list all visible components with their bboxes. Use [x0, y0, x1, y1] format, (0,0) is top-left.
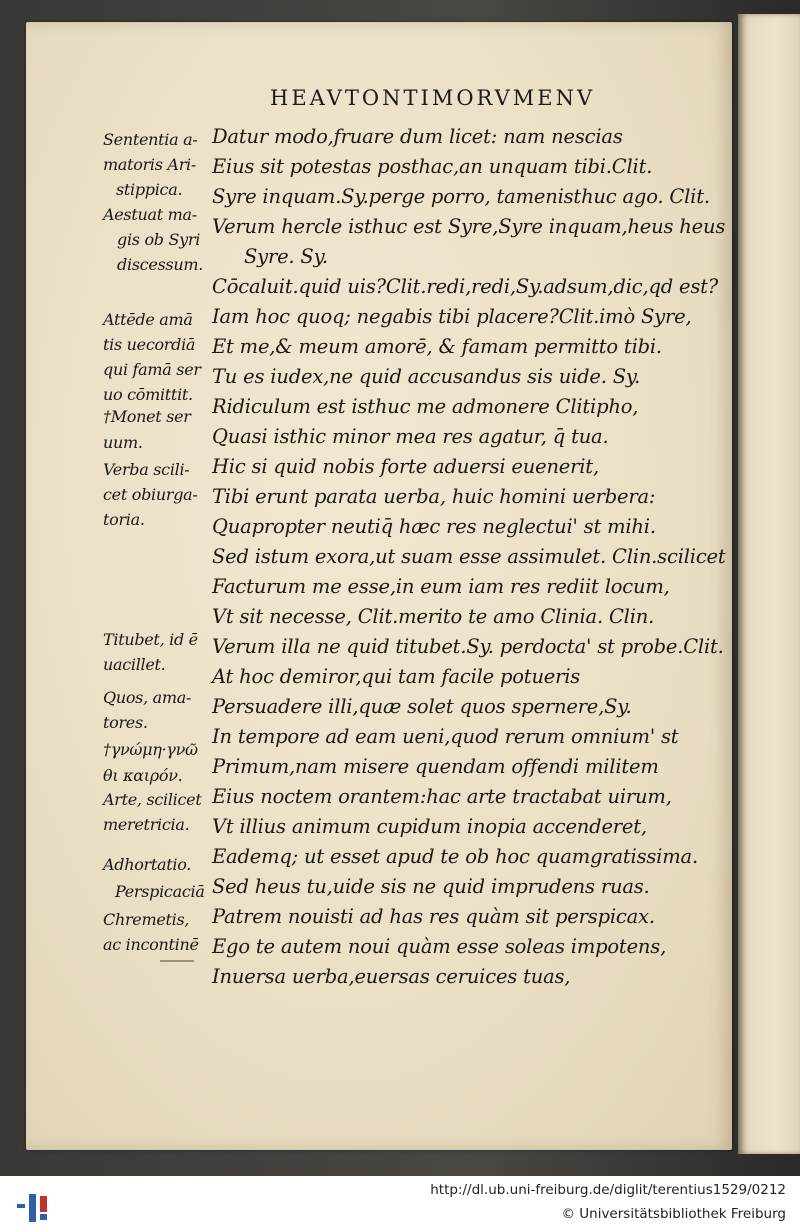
- margin-rule: [160, 960, 194, 962]
- verse-line: Persuadere illi,quæ solet quos spernere,Sy.: [212, 695, 632, 718]
- running-head: HEAVTONTIMORVMENV: [270, 86, 596, 110]
- margin-gloss: Attēde amā: [103, 310, 193, 329]
- margin-gloss: Quos, ama-: [103, 688, 192, 707]
- margin-gloss: tores.: [103, 713, 148, 732]
- verse-line: At hoc demiror,qui tam facile potueris: [212, 665, 581, 688]
- margin-gloss: Titubet, id ē: [103, 630, 198, 649]
- verse-line: Primum,nam misere quendam offendi militem: [212, 755, 659, 778]
- margin-gloss: uacillet.: [103, 655, 166, 674]
- verse-line: Verum illa ne quid titubet.Sy. perdocta' st probe.Clit.: [212, 635, 724, 658]
- verse-line: Cōcaluit.quid uis?Clit.redi,redi,Sy.adsum,dic,qd est?: [212, 275, 719, 298]
- margin-gloss: uo cōmittit.: [103, 385, 193, 404]
- margin-gloss: matoris Ari-: [103, 155, 196, 174]
- margin-gloss: tis uecordiā: [103, 335, 196, 354]
- library-logo-icon: [14, 1186, 54, 1226]
- margin-gloss: Sententia a-: [103, 130, 198, 149]
- margin-gloss: cet obiurga-: [103, 485, 198, 504]
- verse-line: In tempore ad eam ueni,quod rerum omnium' st: [212, 725, 679, 748]
- margin-gloss: θι καιρόν.: [103, 766, 183, 785]
- verse-line: Iam hoc quoq; negabis tibi placere?Clit.imò Syre,: [212, 305, 692, 328]
- verse-line: Inuersa uerba,euersas ceruices tuas,: [212, 965, 571, 988]
- margin-gloss: Adhortatio.: [103, 855, 192, 874]
- margin-gloss: †γνώμη·γνῶ: [103, 740, 198, 759]
- verse-line: Ridiculum est isthuc me admonere Clitipho,: [212, 395, 639, 418]
- verse-line: Datur modo,fruare dum licet: nam nescias: [212, 125, 623, 148]
- verse-line: Syre. Sy.: [244, 245, 328, 268]
- verse-line: Quapropter neutiq̄ hæc res neglectui' st mihi.: [212, 515, 656, 538]
- margin-gloss: Arte, scilicet: [103, 790, 202, 809]
- verse-line: Vt illius animum cupidum inopia accenderet,: [212, 815, 647, 838]
- verse-line: Eademq; ut esset apud te ob hoc quamgratissima.: [212, 845, 698, 868]
- margin-gloss: stippica.: [116, 180, 183, 199]
- verse-line: Quasi isthic minor mea res agatur, q̄ tua.: [212, 425, 609, 448]
- margin-gloss: †Monet ser: [103, 407, 191, 426]
- margin-gloss: Verba scili-: [103, 460, 190, 479]
- margin-gloss: toria.: [103, 510, 145, 529]
- margin-gloss: ac incontinē: [103, 935, 199, 954]
- margin-gloss: qui famā ser: [103, 360, 201, 379]
- verse-line: Sed istum exora,ut suam esse assimulet. Clin.scilicet: [212, 545, 726, 568]
- verse-line: Verum hercle isthuc est Syre,Syre inquam,heus heus: [212, 215, 726, 238]
- verse-line: Eius noctem orantem:hac arte tractabat uirum,: [212, 785, 672, 808]
- copyright-text: © Universitätsbibliothek Freiburg: [561, 1206, 786, 1222]
- verse-line: Tibi erunt parata uerba, huic homini uerbera:: [212, 485, 656, 508]
- verse-line: Vt sit necesse, Clit.merito te amo Clinia. Clin.: [212, 605, 655, 628]
- verse-line: Hic si quid nobis forte aduersi euenerit,: [212, 455, 599, 478]
- margin-gloss: Aestuat ma-: [103, 205, 197, 224]
- verse-line: Eius sit potestas posthac,an unquam tibi.Clit.: [212, 155, 653, 178]
- margin-gloss: meretricia.: [103, 815, 190, 834]
- margin-gloss: uum.: [103, 433, 143, 452]
- permalink-link[interactable]: http://dl.ub.uni-freiburg.de/diglit/terentius1529/0212: [430, 1182, 786, 1198]
- verse-line: Syre inquam.Sy.perge porro, tamenisthuc ago. Clit.: [212, 185, 710, 208]
- margin-gloss: discessum.: [117, 255, 203, 274]
- margin-gloss: Perspicaciā: [115, 882, 205, 901]
- verse-line: Tu es iudex,ne quid accusandus sis uide. Sy.: [212, 365, 641, 388]
- facing-page-edge: [738, 14, 800, 1154]
- margin-gloss: gis ob Syri: [117, 230, 201, 249]
- margin-gloss: Chremetis,: [103, 910, 190, 929]
- verse-line: Patrem nouisti ad has res quàm sit perspicax.: [212, 905, 655, 928]
- verse-line: Et me,& meum amorē, & famam permitto tibi.: [212, 335, 662, 358]
- verse-line: Facturum me esse,in eum iam res rediit locum,: [212, 575, 670, 598]
- verse-line: Ego te autem noui quàm esse soleas impotens,: [212, 935, 667, 958]
- footer-bar: [0, 1176, 800, 1232]
- verse-line: Sed heus tu,uide sis ne quid imprudens ruas.: [212, 875, 650, 898]
